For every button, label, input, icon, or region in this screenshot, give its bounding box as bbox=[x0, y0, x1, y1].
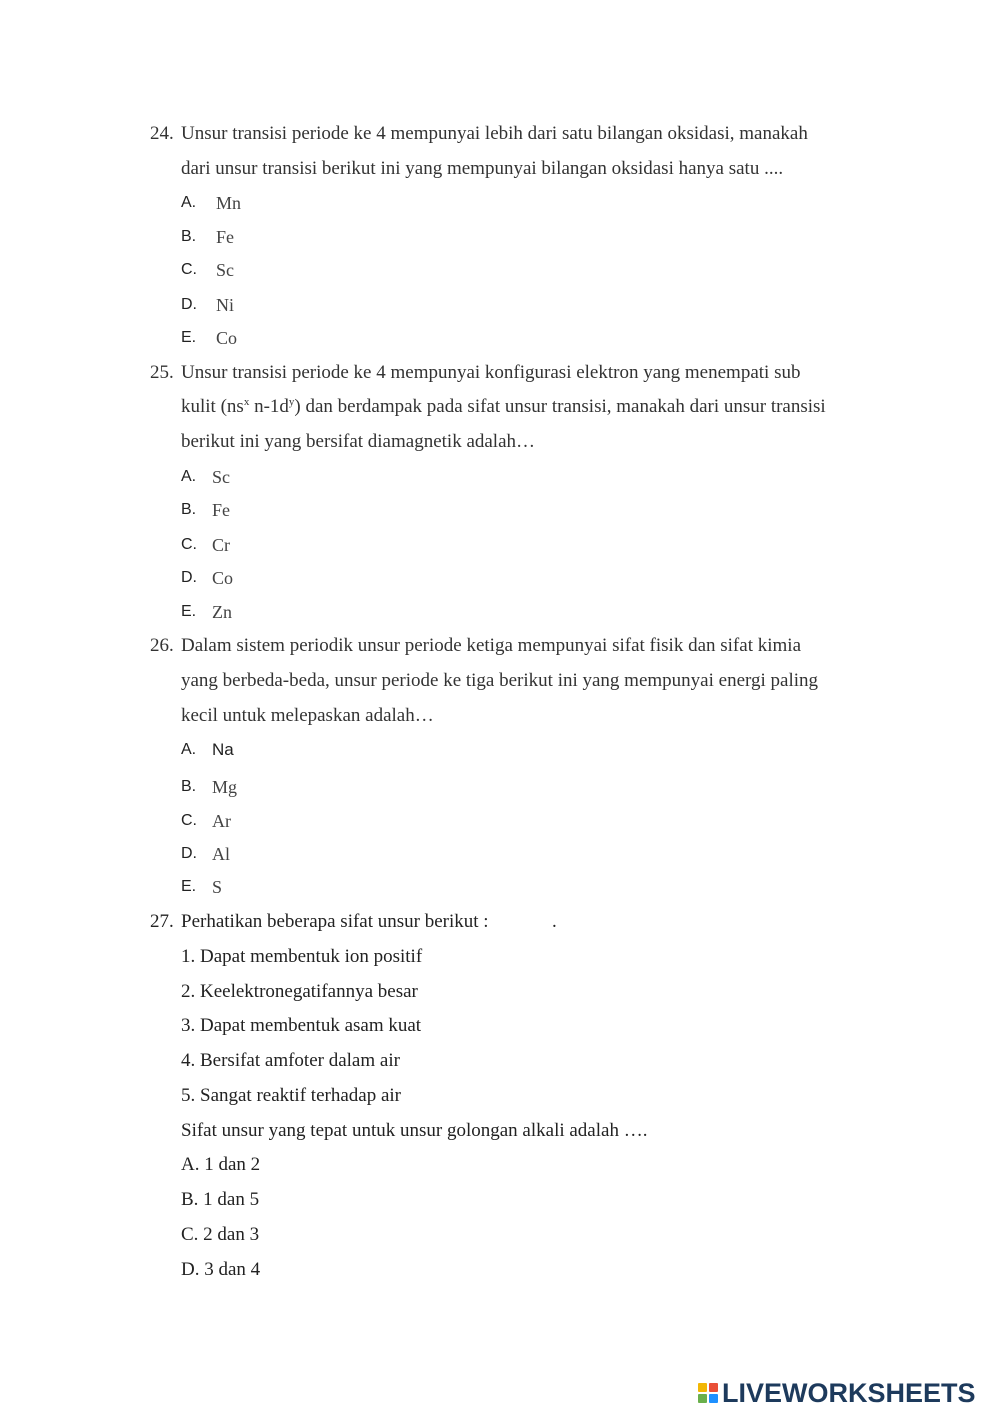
q25-superscript-y: y bbox=[288, 396, 295, 408]
q26-option-a-letter: A. bbox=[181, 741, 197, 758]
q24-option-a-text[interactable]: Mn bbox=[216, 193, 242, 213]
q27-statement-5: 5. Sangat reaktif terhadap air bbox=[181, 1085, 401, 1106]
logo-text: LIVEWORKSHEETS bbox=[722, 1377, 976, 1408]
q25-option-d-letter: D. bbox=[181, 569, 197, 586]
q26-option-c-text[interactable]: Ar bbox=[212, 811, 231, 831]
q24-option-b-letter: B. bbox=[181, 228, 197, 245]
q25-option-c-letter: C. bbox=[181, 536, 197, 553]
logo-block-2 bbox=[709, 1383, 718, 1392]
q25-line2-part-b: n-1d bbox=[249, 396, 289, 417]
q27-option-b[interactable]: B. 1 dan 5 bbox=[181, 1189, 260, 1210]
liveworksheets-logo[interactable] bbox=[698, 1378, 976, 1408]
question-24-text-line-2: dari unsur transisi berikut ini yang mempunyai bilangan oksidasi hanya satu .... bbox=[181, 158, 784, 179]
q24-option-c-letter: C. bbox=[181, 261, 197, 278]
q24-option-d-text[interactable]: Ni bbox=[216, 295, 234, 315]
question-25-text-line-3: berikut ini yang bersifat diamagnetik adalah… bbox=[181, 431, 536, 452]
q26-option-d-letter: D. bbox=[181, 845, 197, 862]
q24-option-c-text[interactable]: Sc bbox=[216, 260, 234, 280]
q25-option-a-letter: A. bbox=[181, 468, 197, 485]
question-27-number: 27. bbox=[150, 911, 174, 932]
q27-option-a[interactable]: A. 1 dan 2 bbox=[181, 1154, 261, 1175]
question-26-text-line-3: kecil untuk melepaskan adalah… bbox=[181, 705, 434, 726]
q27-option-d[interactable]: D. 3 dan 4 bbox=[181, 1259, 261, 1280]
q26-option-b-letter: B. bbox=[181, 778, 197, 795]
q27-option-c[interactable]: C. 2 dan 3 bbox=[181, 1224, 260, 1245]
q26-option-b-text[interactable]: Mg bbox=[212, 777, 238, 797]
question-27-trailing-dot: . bbox=[552, 911, 557, 932]
q26-option-d-text[interactable]: Al bbox=[212, 844, 230, 864]
question-25-number: 25. bbox=[150, 362, 174, 383]
logo-block-4 bbox=[709, 1394, 718, 1403]
question-26-text-line-2: yang berbeda-beda, unsur periode ke tiga berikut ini yang mempunyai energi paling bbox=[181, 670, 819, 691]
q27-statement-3: 3. Dapat membentuk asam kuat bbox=[181, 1015, 422, 1036]
q26-option-c-letter: C. bbox=[181, 812, 197, 829]
q27-statement-1: 1. Dapat membentuk ion positif bbox=[181, 946, 423, 967]
question-26-number: 26. bbox=[150, 635, 174, 656]
q24-option-a-letter: A. bbox=[181, 194, 197, 211]
q26-option-e-letter: E. bbox=[181, 878, 197, 895]
q25-option-a-text[interactable]: Sc bbox=[212, 467, 230, 487]
q25-option-e-text[interactable]: Zn bbox=[212, 602, 232, 622]
q26-option-e-text[interactable]: S bbox=[212, 877, 223, 897]
q25-line2-part-a: kulit (ns bbox=[181, 396, 244, 417]
logo-block-1 bbox=[698, 1383, 707, 1392]
question-27-text-line-1: Perhatikan beberapa sifat unsur berikut : bbox=[181, 911, 489, 932]
logo-blocks-icon bbox=[698, 1383, 718, 1403]
q25-option-b-text[interactable]: Fe bbox=[212, 500, 230, 520]
question-24-number: 24. bbox=[150, 123, 174, 144]
question-26-text-line-1: Dalam sistem periodik unsur periode ketiga mempunyai sifat fisik dan sifat kimia bbox=[181, 635, 801, 656]
question-25-text-line-1: Unsur transisi periode ke 4 mempunyai konfigurasi elektron yang menempati sub bbox=[181, 362, 801, 383]
q25-option-d-text[interactable]: Co bbox=[212, 568, 234, 588]
q24-option-d-letter: D. bbox=[181, 296, 197, 313]
q25-superscript-x: x bbox=[243, 396, 250, 408]
q27-prompt: Sifat unsur yang tepat untuk unsur golongan alkali adalah …. bbox=[181, 1120, 648, 1141]
q27-statement-2: 2. Keelektronegatifannya besar bbox=[181, 981, 418, 1002]
q24-option-e-letter: E. bbox=[181, 329, 197, 346]
q24-option-b-text[interactable]: Fe bbox=[216, 227, 234, 247]
question-24-text-line-1: Unsur transisi periode ke 4 mempunyai lebih dari satu bilangan oksidasi, manakah bbox=[181, 123, 808, 144]
logo-block-3 bbox=[698, 1394, 707, 1403]
q26-option-a-text[interactable]: Na bbox=[212, 740, 234, 759]
q24-option-e-text[interactable]: Co bbox=[216, 328, 238, 348]
q25-option-b-letter: B. bbox=[181, 501, 197, 518]
q25-option-e-letter: E. bbox=[181, 603, 197, 620]
q25-option-c-text[interactable]: Cr bbox=[212, 535, 230, 555]
q27-statement-4: 4. Bersifat amfoter dalam air bbox=[181, 1050, 400, 1071]
question-25-text-line-2 bbox=[181, 397, 826, 416]
q25-line2-part-c: ) dan berdampak pada sifat unsur transisi, manakah dari unsur transisi bbox=[294, 396, 826, 417]
